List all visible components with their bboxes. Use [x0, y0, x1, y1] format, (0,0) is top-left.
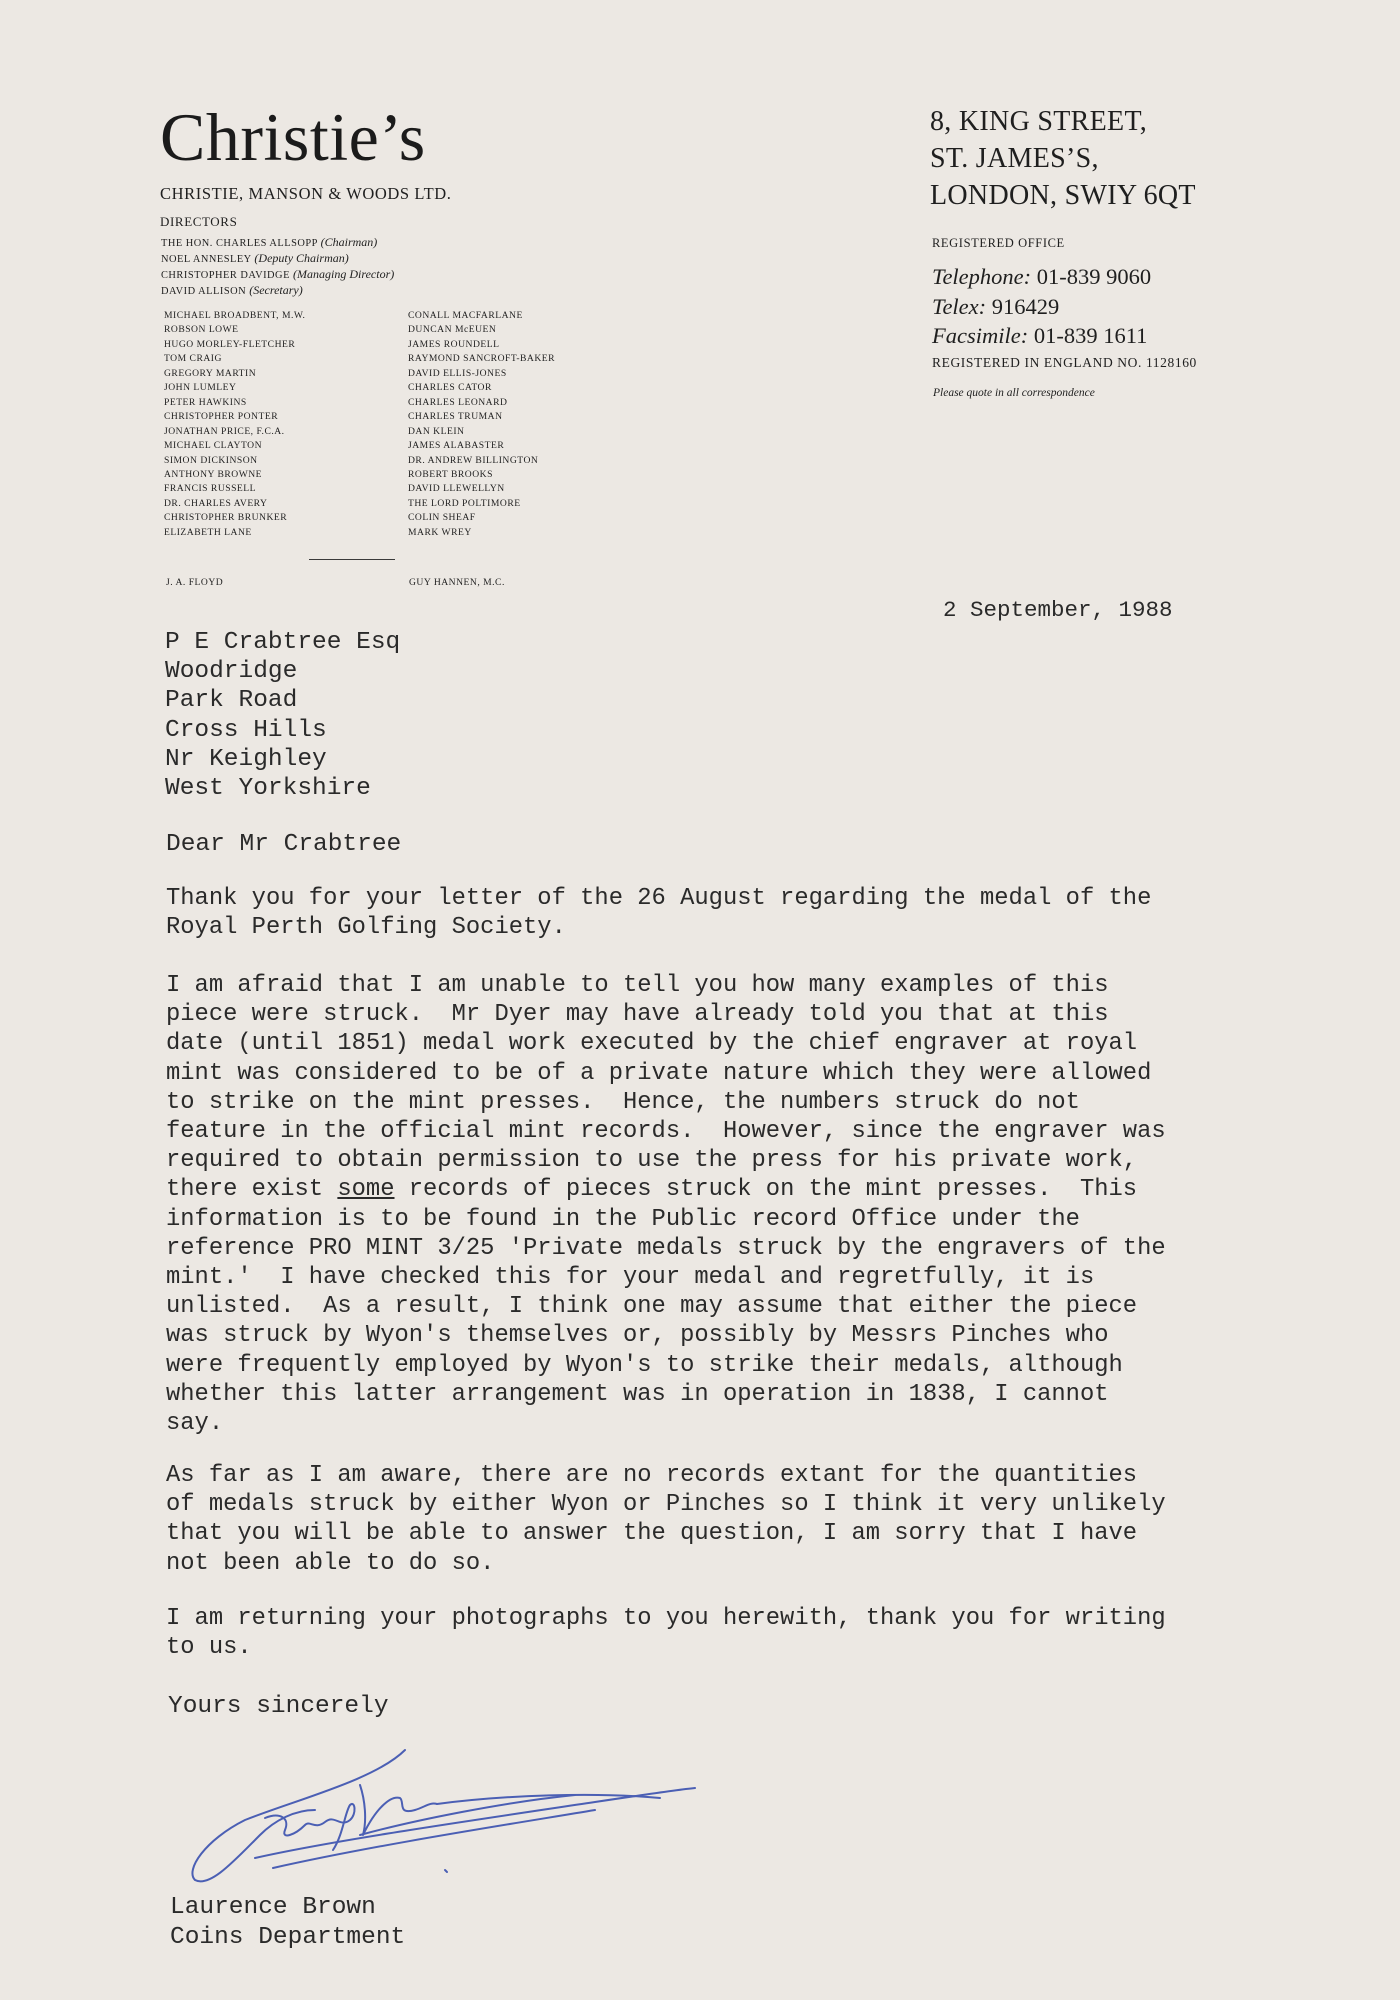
- director-name: ELIZABETH LANE: [164, 526, 252, 538]
- director-name: CHARLES CATOR: [408, 382, 492, 394]
- text-line: not been able to do so.: [166, 1549, 495, 1577]
- text-line: feature in the official mint records. However, since the engraver was: [166, 1118, 1166, 1146]
- director-name: PETER HAWKINS: [164, 396, 247, 408]
- text-line: [166, 1175, 1396, 1204]
- text-line: say.: [166, 1410, 224, 1438]
- text-line: piece were struck. Mr Dyer may have already told you that at this: [166, 1001, 1109, 1029]
- director-name: CHRISTOPHER BRUNKER: [164, 512, 288, 524]
- officers-list: [161, 235, 394, 299]
- handwritten-signature: [175, 1740, 705, 1890]
- text-line: information is to be found in the Public record Office under the: [166, 1205, 1080, 1233]
- company-address: [930, 103, 1196, 214]
- company-logo: Christie’s: [160, 99, 426, 175]
- directors-divider: [309, 559, 395, 560]
- text-line: unlisted. As a result, I think one may assume that either the piece: [166, 1293, 1138, 1321]
- director-name: JOHN LUMLEY: [164, 382, 237, 394]
- text-line: that you will be able to answer the question, I am sorry that I have: [166, 1520, 1138, 1548]
- director-name: JAMES ALABASTER: [408, 440, 505, 452]
- text-line: was struck by Wyon's themselves or, possibly by Messrs Pinches who: [166, 1322, 1109, 1350]
- contact-facsimile: Facsimile: 01-839 1611: [932, 323, 1148, 348]
- director-name: ROBERT BROOKS: [408, 468, 493, 480]
- text-line: reference PRO MINT 3/25 'Private medals struck by the engravers of the: [166, 1234, 1166, 1262]
- director-name: GREGORY MARTIN: [164, 367, 257, 379]
- contact-telephone: Telephone: 01-839 9060: [932, 264, 1152, 289]
- contact-telex: Telex: 916429: [932, 293, 1060, 319]
- recipient-line: Woodridge: [165, 658, 298, 686]
- director-name: GUY HANNEN, M.C.: [409, 577, 505, 588]
- director-name: CHARLES LEONARD: [408, 396, 508, 408]
- director-name: CHRISTOPHER PONTER: [164, 411, 279, 423]
- closing: Yours sincerely: [168, 1693, 389, 1720]
- registration-number: REGISTERED IN ENGLAND NO. 1128160: [932, 355, 1197, 370]
- text-line: I am returning your photographs to you herewith, thank you for writing: [166, 1605, 1166, 1632]
- paragraph-3: [166, 1461, 1396, 1578]
- text-line: of medals struck by either Wyon or Pinches so I think it very unlikely: [166, 1491, 1166, 1519]
- text-line: I am afraid that I am unable to tell you how many examples of this: [166, 972, 1109, 999]
- director-name: DUNCAN McEUEN: [408, 324, 497, 336]
- letter-date: 2 September, 1988: [943, 597, 1173, 623]
- text-line: to us.: [166, 1634, 252, 1662]
- officer-entry: CHRISTOPHER DAVIDGE (Managing Director): [161, 267, 395, 281]
- recipient-line: Nr Keighley: [165, 745, 327, 773]
- recipient-line: P E Crabtree Esq: [165, 629, 401, 656]
- director-name: FRANCIS RUSSELL: [164, 483, 256, 495]
- address-line: LONDON, SWIY 6QT: [930, 180, 1196, 211]
- director-name: MARK WREY: [408, 526, 472, 538]
- director-name: RAYMOND SANCROFT-BAKER: [408, 353, 556, 365]
- quote-note: Please quote in all correspondence: [933, 387, 1095, 399]
- signer-department: Coins Department: [170, 1923, 406, 1951]
- director-name: JONATHAN PRICE, F.C.A.: [164, 425, 285, 437]
- text-line: were frequently employed by Wyon's to strike their medals, although: [166, 1351, 1123, 1379]
- paragraph-1: [166, 884, 1396, 942]
- director-name: TOM CRAIG: [164, 353, 222, 365]
- contact-details: [932, 262, 1151, 351]
- director-name: CHARLES TRUMAN: [408, 411, 503, 423]
- director-name: COLIN SHEAF: [408, 512, 476, 524]
- salutation: Dear Mr Crabtree: [166, 831, 402, 858]
- recipient-address: [165, 628, 400, 803]
- paragraph-2: [166, 971, 1396, 1438]
- director-name: MICHAEL CLAYTON: [164, 440, 263, 452]
- director-name: DAVID ELLIS-JONES: [408, 367, 507, 379]
- text-line: to strike on the mint presses. Hence, the numbers struck do not: [166, 1088, 1080, 1116]
- director-name: DR. CHARLES AVERY: [164, 497, 268, 509]
- paragraph-4: [166, 1604, 1396, 1662]
- officer-entry: DAVID ALLISON (Secretary): [161, 283, 303, 297]
- director-name: DAN KLEIN: [408, 425, 465, 437]
- signer-name: Laurence Brown: [170, 1894, 376, 1921]
- registered-office-label: REGISTERED OFFICE: [932, 236, 1065, 250]
- address-line: 8, KING STREET,: [930, 106, 1148, 137]
- recipient-line: Cross Hills: [165, 716, 327, 744]
- address-line: ST. JAMES’S,: [930, 143, 1099, 174]
- text-segment: records of pieces struck on the mint presses. This: [408, 1176, 1138, 1204]
- director-name: SIMON DICKINSON: [164, 454, 258, 466]
- officer-entry: THE HON. CHARLES ALLSOPP (Chairman): [161, 235, 378, 249]
- text-line: mint.' I have checked this for your medal and regretfully, it is: [166, 1264, 1095, 1292]
- directors-right-column: [408, 309, 555, 540]
- director-name: MICHAEL BROADBENT, M.W.: [164, 310, 306, 321]
- company-name: CHRISTIE, MANSON & WOODS LTD.: [160, 184, 452, 203]
- directors-left-column: [164, 309, 305, 540]
- director-name: DAVID LLEWELLYN: [408, 483, 505, 495]
- text-line: date (until 1851) medal work executed by the chief engraver at royal: [166, 1030, 1138, 1058]
- director-name: HUGO MORLEY-FLETCHER: [164, 338, 296, 350]
- text-line: As far as I am aware, there are no records extant for the quantities: [166, 1462, 1138, 1489]
- text-line: mint was considered to be of a private nature which they were allowed: [166, 1059, 1152, 1087]
- officer-entry: NOEL ANNESLEY (Deputy Chairman): [161, 251, 349, 265]
- text-line: Royal Perth Golfing Society.: [166, 914, 566, 942]
- director-name: CONALL MACFARLANE: [408, 310, 523, 321]
- text-segment: there exist: [166, 1176, 338, 1204]
- underlined-word: some: [337, 1176, 395, 1204]
- directors-heading: DIRECTORS: [160, 214, 238, 229]
- text-line: Thank you for your letter of the 26 August regarding the medal of the: [166, 885, 1152, 912]
- recipient-line: Park Road: [165, 687, 298, 715]
- director-name: THE LORD POLTIMORE: [408, 497, 521, 509]
- director-name: ANTHONY BROWNE: [164, 468, 263, 480]
- recipient-line: West Yorkshire: [165, 775, 371, 803]
- text-line: whether this latter arrangement was in operation in 1838, I cannot: [166, 1380, 1109, 1408]
- director-name: ROBSON LOWE: [164, 324, 239, 336]
- text-line: required to obtain permission to use the press for his private work,: [166, 1147, 1138, 1175]
- signer-block: [170, 1893, 405, 1952]
- director-name: DR. ANDREW BILLINGTON: [408, 454, 539, 466]
- director-name: JAMES ROUNDELL: [408, 338, 500, 350]
- director-name: J. A. FLOYD: [166, 577, 224, 588]
